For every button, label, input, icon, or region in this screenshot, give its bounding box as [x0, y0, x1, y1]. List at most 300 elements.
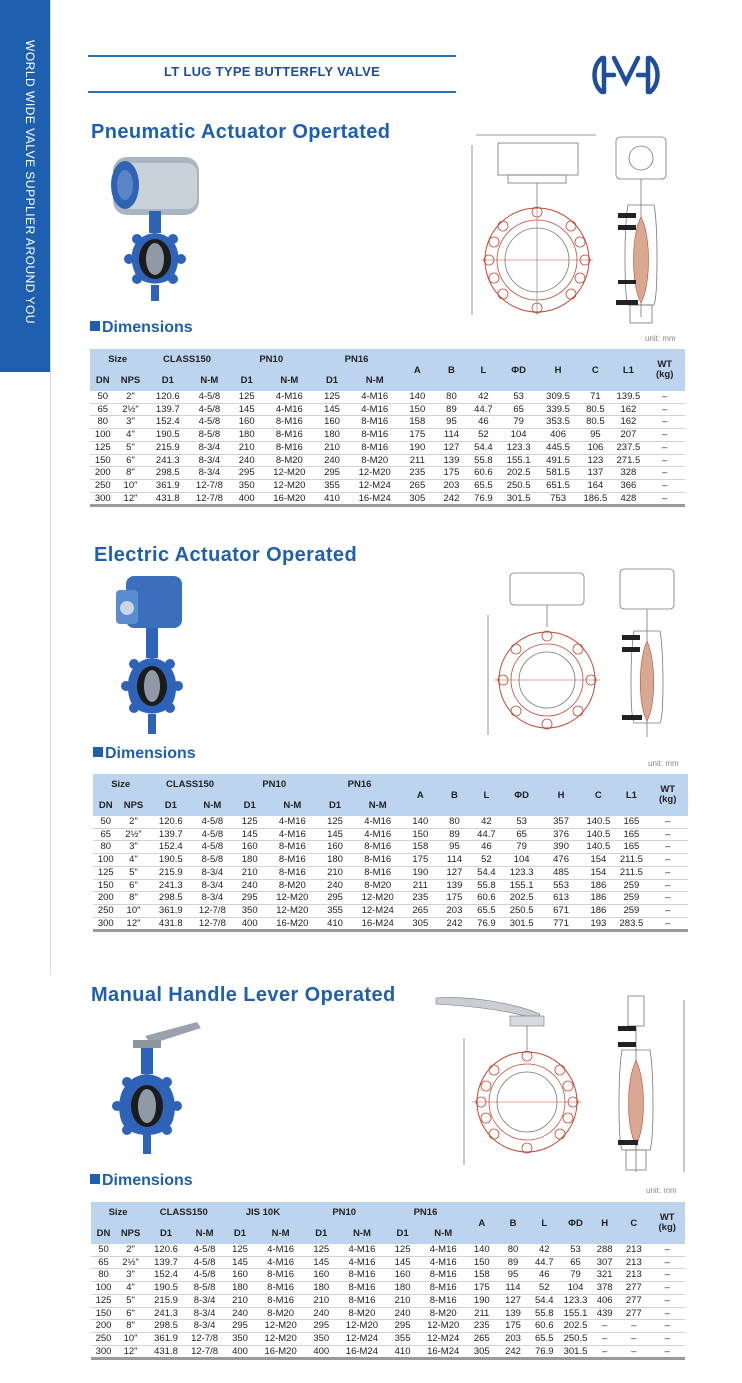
table-cell: 213: [625, 1244, 642, 1255]
table-cell: 671: [541, 904, 582, 917]
table-cell: 145: [222, 1256, 257, 1269]
table-cell: –: [591, 1320, 618, 1333]
table-cell: –: [662, 391, 668, 402]
table-row: [90, 479, 685, 492]
table-cell: 8-M16: [275, 429, 303, 441]
table-cell: 8-5/8: [201, 854, 224, 866]
table-cell: 651.5: [538, 479, 579, 492]
table-cell: 339.5: [538, 403, 579, 416]
table-row: [90, 391, 685, 403]
table-cell: 8-3/4: [198, 467, 221, 479]
table-cell: 305: [399, 492, 435, 506]
table-cell: 288: [591, 1244, 618, 1256]
column-group-header: L: [467, 349, 499, 391]
table-cell: 4-5/8: [193, 1269, 216, 1281]
table-cell: 52: [467, 429, 499, 442]
table-cell: 4-5/8: [198, 391, 221, 402]
table-cell: 114: [505, 1282, 521, 1294]
table-cell: 145: [317, 828, 353, 841]
dimensions-table-manual: [91, 1202, 685, 1360]
table-cell: 4-M16: [429, 1244, 457, 1255]
column-group-header: L: [470, 774, 502, 816]
table-cell: 237.5: [612, 441, 644, 454]
table-cell: 65: [93, 828, 119, 841]
table-cell: 259: [615, 892, 647, 905]
column-group-header: PN16: [317, 774, 402, 795]
table-cell: 300: [91, 1345, 116, 1359]
table-row: [93, 866, 688, 879]
table-cell: 8-M20: [364, 879, 392, 891]
table-cell: 4-5/8: [193, 1244, 216, 1255]
table-cell: 100: [93, 854, 119, 867]
table-cell: 211: [399, 454, 435, 467]
table-cell: 240: [229, 454, 265, 467]
table-cell: 400: [229, 492, 265, 506]
table-cell: 8-M16: [361, 441, 389, 453]
table-cell: 8-M20: [278, 879, 306, 891]
table-cell: 485: [541, 866, 582, 879]
column-group-header: ΦD: [499, 349, 537, 391]
table-cell: 12-M20: [273, 467, 306, 479]
table-cell: 2½": [122, 403, 139, 415]
table-cell: 240: [232, 879, 268, 892]
column-sub-header: DN: [91, 1223, 116, 1244]
table-cell: 180: [385, 1282, 420, 1295]
table-cell: –: [665, 917, 671, 929]
table-cell: 140: [466, 1244, 497, 1256]
table-cell: 180: [229, 429, 265, 442]
table-cell: 8-M16: [364, 866, 392, 878]
table-row: [93, 816, 688, 828]
dimensions-label: Dimensions: [102, 1172, 193, 1189]
table-cell: 4-M16: [429, 1256, 457, 1268]
table-cell: 211: [402, 879, 438, 892]
column-group-header: ΦD: [502, 774, 540, 816]
column-group-header: JIS 10K: [222, 1202, 303, 1223]
table-cell: 203: [443, 479, 460, 491]
column-group-header: L1: [612, 349, 644, 391]
table-cell: 100: [91, 1282, 116, 1295]
table-cell: 54.4: [467, 441, 499, 454]
table-cell: 12-M20: [361, 892, 394, 904]
table-cell: 298.5: [145, 467, 190, 480]
table-cell: 125: [93, 866, 119, 879]
table-cell: 80.5: [586, 416, 605, 428]
column-sub-header: D1: [232, 795, 268, 816]
table-cell: 80: [93, 841, 119, 854]
table-cell: 152.4: [145, 1269, 187, 1282]
table-cell: 60.6: [529, 1320, 560, 1333]
table-cell: 95: [590, 429, 601, 441]
table-cell: 120.6: [145, 391, 190, 403]
table-cell: –: [665, 816, 671, 827]
table-cell: 80: [90, 416, 116, 429]
table-cell: 491.5: [538, 454, 579, 467]
table-row: [91, 1256, 685, 1269]
table-row: [91, 1269, 685, 1282]
table-cell: 44.7: [470, 828, 502, 841]
table-cell: 277: [625, 1294, 642, 1306]
table-cell: –: [649, 1282, 685, 1295]
table-cell: 210: [229, 441, 265, 454]
table-row: [90, 467, 685, 480]
column-sub-header: D1: [145, 370, 190, 391]
table-cell: 139.7: [145, 403, 190, 416]
table-cell: 240: [314, 454, 350, 467]
table-cell: 250.5: [563, 1332, 588, 1344]
table-row: [91, 1345, 685, 1359]
column-sub-header: D1: [385, 1223, 420, 1244]
table-cell: 180: [304, 1282, 339, 1295]
column-group-header: B: [438, 774, 470, 816]
table-cell: 180: [232, 854, 268, 867]
table-cell: –: [662, 454, 668, 466]
table-cell: 3": [126, 1269, 135, 1281]
table-cell: 65.5: [467, 479, 499, 492]
table-cell: 8-3/4: [201, 892, 224, 904]
table-cell: 8-M20: [275, 454, 303, 466]
table-cell: 139.7: [145, 1256, 187, 1269]
table-cell: 42: [467, 391, 499, 403]
table-cell: –: [665, 866, 671, 878]
table-cell: 175: [402, 854, 438, 867]
table-cell: 361.9: [145, 479, 190, 492]
table-cell: 300: [90, 492, 116, 506]
table-cell: 139: [443, 454, 460, 466]
table-cell: 50: [91, 1244, 116, 1256]
table-cell: 46: [470, 841, 502, 854]
table-cell: 160: [304, 1269, 339, 1282]
column-sub-header: N-M: [353, 795, 402, 816]
table-cell: 406: [538, 429, 579, 442]
table-cell: 8-M16: [364, 854, 392, 866]
table-cell: 16-M24: [427, 1345, 460, 1357]
table-cell: 150: [90, 454, 116, 467]
table-cell: 8-3/4: [193, 1320, 216, 1332]
table-cell: 54.4: [529, 1294, 560, 1307]
bullet-square-icon: [90, 321, 100, 331]
table-cell: 190.5: [145, 429, 190, 442]
table-cell: 16-M20: [264, 1345, 297, 1357]
table-cell: 65.5: [470, 904, 502, 917]
table-cell: 95: [507, 1269, 519, 1281]
table-cell: 8-3/4: [193, 1294, 216, 1306]
table-cell: 150: [91, 1307, 116, 1320]
table-cell: 215.9: [145, 441, 190, 454]
table-row: [93, 879, 688, 892]
column-group-header: CLASS150: [145, 1202, 222, 1223]
table-cell: 213: [625, 1256, 642, 1268]
title-banner: [88, 55, 456, 93]
table-cell: 4-M16: [267, 1244, 295, 1255]
column-group-header: PN10: [229, 349, 314, 370]
table-cell: 12-M20: [273, 479, 306, 491]
table-cell: 215.9: [145, 1294, 187, 1307]
table-cell: 42: [529, 1244, 560, 1256]
table-cell: 158: [402, 841, 438, 854]
table-cell: 295: [314, 467, 350, 480]
table-cell: 8-M20: [429, 1307, 457, 1319]
column-group-header: H: [541, 774, 582, 816]
column-group-header: Size: [90, 349, 145, 370]
table-cell: –: [662, 479, 668, 491]
table-body: [90, 391, 685, 506]
table-cell: 8-M20: [361, 454, 389, 466]
table-cell: 265: [399, 479, 435, 492]
column-sub-header: NPS: [119, 795, 149, 816]
table-cell: 277: [625, 1282, 642, 1294]
column-sub-header: D1: [304, 1223, 339, 1244]
table-row: [90, 441, 685, 454]
column-sub-header: NPS: [116, 370, 146, 391]
table-cell: 203: [505, 1332, 521, 1344]
table-cell: 8-M16: [278, 866, 306, 878]
table-cell: 65: [513, 403, 524, 415]
table-row: [91, 1294, 685, 1307]
table-cell: 79: [516, 841, 527, 853]
table-cell: 55.8: [467, 454, 499, 467]
table-cell: 80.5: [586, 403, 605, 415]
table-cell: 125: [91, 1294, 116, 1307]
table-cell: 152.4: [145, 416, 190, 429]
table-cell: 79: [570, 1269, 581, 1281]
table-cell: –: [665, 854, 671, 866]
table-cell: 54.4: [470, 866, 502, 879]
table-cell: –: [649, 1320, 685, 1333]
table-cell: 50: [93, 816, 119, 828]
table-cell: 235: [466, 1320, 497, 1333]
table-cell: 65.5: [529, 1332, 560, 1345]
section-title-electric: Electric Actuator Operated: [94, 544, 358, 566]
table-cell: 4-M16: [278, 828, 306, 840]
table-cell: 180: [222, 1282, 257, 1295]
table-cell: 350: [304, 1332, 339, 1345]
table-cell: 53: [516, 816, 527, 827]
table-cell: 200: [93, 892, 119, 905]
table-cell: 8-5/8: [193, 1282, 216, 1294]
table-cell: 210: [317, 866, 353, 879]
table-cell: 241.3: [145, 1307, 187, 1320]
table-cell: 123.3: [506, 441, 531, 453]
column-sub-header: D1: [229, 370, 265, 391]
header-row-groups: [90, 349, 685, 370]
table-cell: 44.7: [529, 1256, 560, 1269]
page-title: LT LUG TYPE BUTTERFLY VALVE: [163, 64, 381, 79]
table-cell: 240: [317, 879, 353, 892]
table-cell: 175: [443, 467, 460, 479]
table-cell: 210: [314, 441, 350, 454]
column-sub-header: N-M: [190, 370, 228, 391]
table-cell: 4-M16: [364, 828, 392, 840]
column-group-header: H: [538, 349, 579, 391]
table-cell: 190: [399, 441, 435, 454]
divider: [50, 0, 51, 975]
table-cell: 180: [317, 854, 353, 867]
table-cell: 55.8: [529, 1307, 560, 1320]
manual-valve-photo: [105, 1018, 205, 1168]
table-cell: 211: [466, 1307, 497, 1320]
column-sub-header: D1: [317, 795, 353, 816]
table-cell: 305: [466, 1345, 497, 1359]
table-cell: 4-M16: [275, 391, 303, 402]
table-cell: 259: [615, 879, 647, 892]
table-cell: –: [665, 879, 671, 891]
table-cell: 12-M24: [361, 904, 394, 916]
column-group-header: Size: [91, 1202, 145, 1223]
table-cell: 104: [567, 1282, 584, 1294]
table-cell: –: [649, 1332, 685, 1345]
section-title-manual: Manual Handle Lever Operated: [91, 984, 396, 1006]
table-cell: 277: [625, 1307, 642, 1319]
column-group-header: C: [578, 349, 612, 391]
table-cell: 4-5/8: [201, 816, 224, 827]
table-cell: –: [649, 1269, 685, 1282]
table-cell: 202.5: [506, 467, 531, 479]
table-cell: 16-M20: [273, 492, 306, 504]
table-cell: 125: [232, 816, 268, 828]
table-cell: 139: [446, 879, 463, 891]
table-cell: 165: [615, 816, 647, 828]
column-group-header: ΦD: [560, 1202, 591, 1244]
table-cell: 298.5: [145, 1320, 187, 1333]
table-cell: –: [662, 416, 668, 428]
table-cell: 242: [446, 917, 463, 929]
table-cell: –: [631, 1320, 637, 1332]
table-cell: 123.3: [509, 866, 534, 878]
table-cell: 175: [466, 1282, 497, 1295]
column-sub-header: N-M: [187, 1223, 222, 1244]
table-cell: 12-7/8: [198, 904, 226, 916]
table-cell: 202.5: [563, 1320, 588, 1332]
table-cell: 400: [232, 917, 268, 931]
table-cell: 160: [229, 416, 265, 429]
table-cell: 8-M20: [267, 1307, 295, 1319]
table-cell: 175: [399, 429, 435, 442]
table-cell: 410: [385, 1345, 420, 1359]
table-cell: 8-3/4: [201, 866, 224, 878]
table-cell: –: [591, 1332, 618, 1345]
electric-valve-photo: [112, 572, 192, 740]
table-cell: 76.9: [529, 1345, 560, 1359]
table-cell: 193: [590, 917, 607, 929]
table-cell: 301.5: [563, 1345, 588, 1357]
electric-valve-drawing: [482, 565, 692, 740]
table-cell: 180: [314, 429, 350, 442]
table-cell: 240: [222, 1307, 257, 1320]
table-cell: 295: [304, 1320, 339, 1333]
table-cell: 120.6: [148, 816, 193, 828]
table-cell: –: [649, 1345, 685, 1359]
table-cell: 12-M20: [264, 1320, 297, 1332]
table-cell: 16-M20: [276, 917, 309, 929]
column-sub-header: NPS: [116, 1223, 145, 1244]
table-cell: –: [649, 1244, 685, 1256]
column-group-header: A: [466, 1202, 497, 1244]
table-cell: 160: [317, 841, 353, 854]
table-cell: 158: [466, 1269, 497, 1282]
column-sub-header: DN: [93, 795, 119, 816]
column-group-header: CLASS150: [148, 774, 231, 795]
table-cell: 259: [615, 904, 647, 917]
table-cell: 295: [229, 467, 265, 480]
table-cell: 65: [570, 1256, 581, 1268]
table-cell: 321: [591, 1269, 618, 1282]
table-cell: 65: [90, 403, 116, 416]
table-cell: 305: [402, 917, 438, 931]
table-cell: 8": [126, 1320, 135, 1332]
table-cell: 165: [615, 828, 647, 841]
table-cell: 158: [399, 416, 435, 429]
table-cell: 200: [91, 1320, 116, 1333]
table-cell: 376: [541, 828, 582, 841]
table-cell: 139: [505, 1307, 521, 1319]
table-cell: 613: [541, 892, 582, 905]
table-cell: 4-M16: [361, 391, 389, 402]
table-cell: 76.9: [467, 492, 499, 506]
table-cell: 210: [222, 1294, 257, 1307]
table-cell: 355: [314, 479, 350, 492]
table-cell: 52: [470, 854, 502, 867]
table-cell: 46: [529, 1269, 560, 1282]
table-cell: 210: [304, 1294, 339, 1307]
table-cell: 8-M16: [429, 1282, 457, 1294]
table-cell: 65: [91, 1256, 116, 1269]
table-cell: 140: [402, 816, 438, 828]
table-cell: 355: [317, 904, 353, 917]
column-group-header: PN16: [314, 349, 399, 370]
table-cell: 250.5: [509, 904, 534, 916]
table-cell: 16-M24: [345, 1345, 379, 1357]
table-cell: 154: [590, 854, 607, 866]
table-cell: –: [662, 403, 668, 415]
table-cell: 581.5: [538, 467, 579, 480]
table-cell: 160: [232, 841, 268, 854]
table-cell: 207: [612, 429, 644, 442]
table-cell: 10": [123, 479, 138, 491]
table-cell: 8-M16: [348, 1269, 376, 1281]
table-cell: 4-M16: [275, 403, 303, 415]
table-cell: 4-5/8: [201, 841, 224, 853]
table-cell: 71: [590, 391, 601, 402]
table-cell: 400: [222, 1345, 257, 1359]
table-row: [90, 403, 685, 416]
table-cell: 150: [399, 403, 435, 416]
table-cell: 80: [449, 816, 460, 827]
column-sub-header: D1: [148, 795, 193, 816]
dimensions-heading-pneumatic: [90, 319, 193, 337]
column-group-header: L: [529, 1202, 560, 1244]
table-cell: 155.1: [509, 879, 534, 891]
table-row: [93, 904, 688, 917]
table-cell: 89: [449, 828, 460, 840]
table-cell: 95: [446, 416, 457, 428]
table-cell: 104: [513, 854, 530, 866]
table-cell: 6": [129, 879, 138, 891]
table-cell: 353.5: [538, 416, 579, 429]
table-cell: 137: [587, 467, 604, 479]
table-cell: 44.7: [467, 403, 499, 416]
table-cell: 301.5: [509, 917, 534, 929]
table-cell: 125: [222, 1244, 257, 1256]
table-cell: 114: [446, 854, 463, 866]
table-cell: 125: [304, 1244, 339, 1256]
column-sub-header: DN: [90, 370, 116, 391]
table-cell: –: [665, 892, 671, 904]
table-cell: 242: [505, 1345, 521, 1357]
table-cell: 200: [90, 467, 116, 480]
column-group-header: WT (kg): [644, 349, 685, 391]
dimensions-heading-manual: [90, 1172, 193, 1190]
